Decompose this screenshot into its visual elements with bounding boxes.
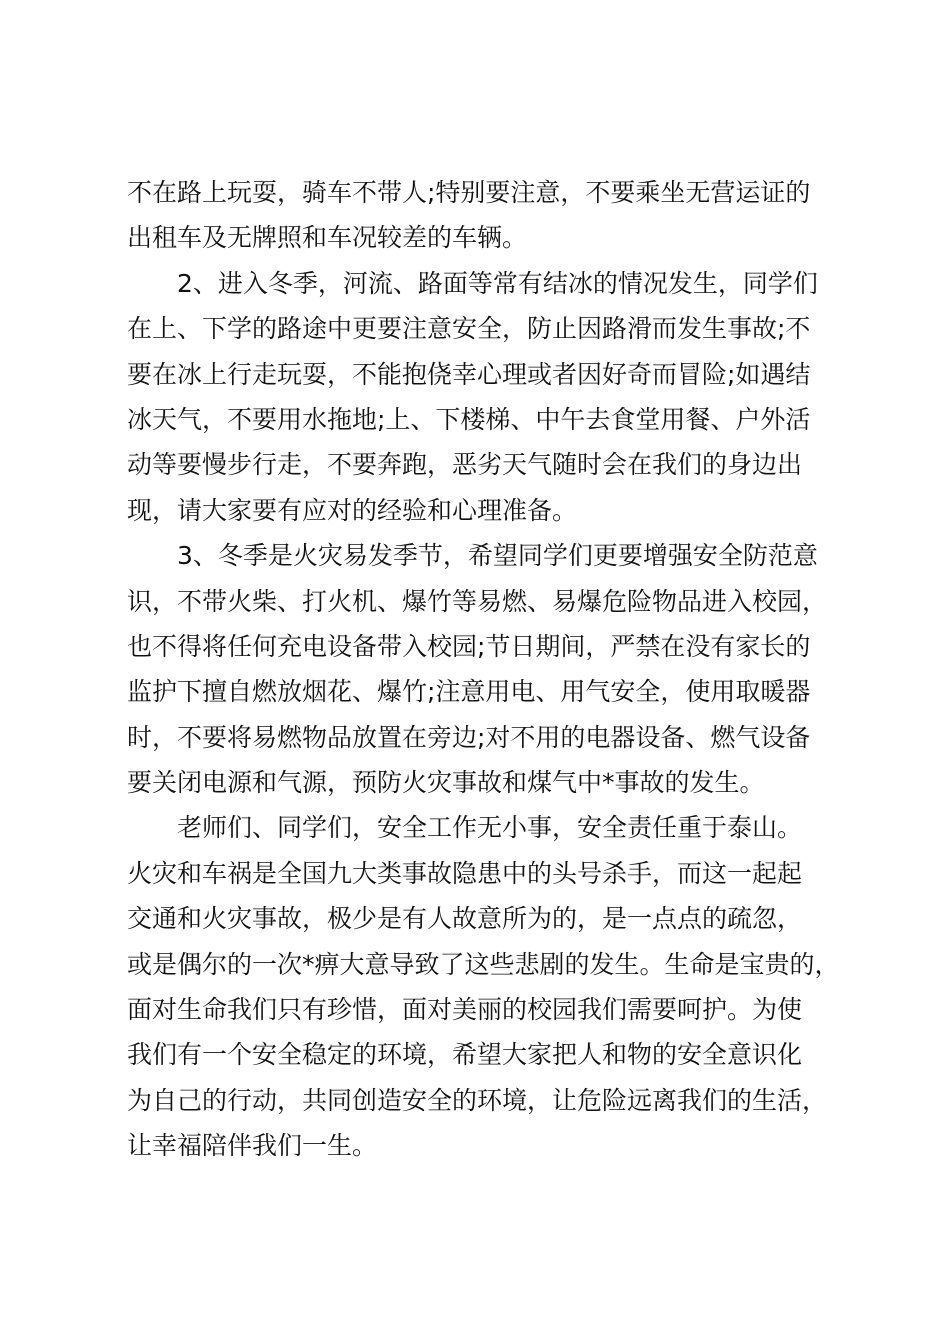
paragraph-4 xyxy=(127,805,857,1168)
text-line: 交通和火灾事故，极少是有人故意所为的，是一点点的疏忽， xyxy=(127,904,803,934)
text-line: 出租车及无牌照和车况较差的车辆。 xyxy=(127,223,528,253)
text-line: 也不得将任何充电设备带入校园;节日期间，严禁在没有家长的 xyxy=(127,631,811,661)
paragraph-1 xyxy=(127,170,857,261)
text-line: 监护下擅自燃放烟花、爆竹;注意用电、用气安全，使用取暖器 xyxy=(127,677,811,707)
text-line: 动等要慢步行走，不要奔跑，恶劣天气随时会在我们的身边出 xyxy=(127,450,803,480)
text-line: 我们有一个安全稳定的环境，希望大家把人和物的安全意识化 xyxy=(127,1040,803,1070)
text-line: 要关闭电源和气源，预防火灾事故和煤气中*事故的发生。 xyxy=(127,768,765,798)
text-line: 为自己的行动，共同创造安全的环境，让危险远离我们的生活， xyxy=(127,1085,828,1115)
text-line: 要在冰上行走玩耍，不能抱侥幸心理或者因好奇而冒险;如遇结 xyxy=(127,359,811,389)
text-line: 在上、下学的路途中更要注意安全，防止因路滑而发生事故;不 xyxy=(127,314,811,344)
document-body xyxy=(127,170,857,1169)
paragraph-3 xyxy=(127,533,857,805)
text-line: 识，不带火柴、打火机、爆竹等易燃、易爆危险物品进入校园， xyxy=(127,586,828,616)
text-line: 3、冬季是火灾易发季节，希望同学们更要增强安全防范意 xyxy=(177,541,818,571)
text-line: 面对生命我们只有珍惜，面对美丽的校园我们需要呵护。为使 xyxy=(127,995,803,1025)
text-line: 老师们、同学们，安全工作无小事，安全责任重于泰山。 xyxy=(177,813,803,843)
text-line: 不在路上玩耍，骑车不带人;特别要注意，不要乘坐无营运证的 xyxy=(127,178,811,207)
text-line: 让幸福陪伴我们一生。 xyxy=(127,1131,378,1161)
paragraph-2 xyxy=(127,261,857,533)
text-line: 冰天气，不要用水拖地;上、下楼梯、中午去食堂用餐、户外活 xyxy=(127,404,811,434)
text-line: 火灾和车祸是全国九大类事故隐患中的头号杀手，而这一起起 xyxy=(127,858,803,888)
text-line: 时，不要将易燃物品放置在旁边;对不用的电器设备、燃气设备 xyxy=(127,722,811,752)
text-line: 现，请大家要有应对的经验和心理准备。 xyxy=(127,495,578,525)
text-line: 2、进入冬季，河流、路面等常有结冰的情况发生，同学们 xyxy=(177,268,818,298)
text-line: 或是偶尔的一次*痹大意导致了这些悲剧的发生。生命是宝贵的， xyxy=(127,949,840,979)
